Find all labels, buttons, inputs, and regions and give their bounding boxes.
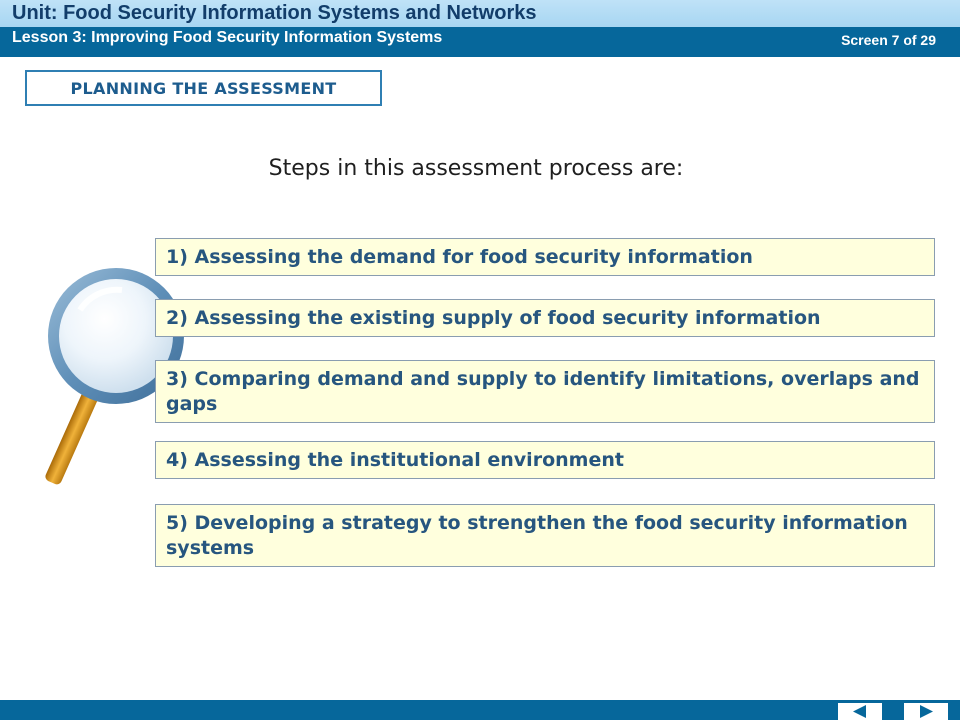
footer-bar [0, 700, 960, 720]
lesson-header [0, 27, 960, 57]
step-3: 3) Comparing demand and supply to identify limitations, overlaps and gaps [155, 360, 935, 423]
screen-indicator: Screen 7 of 29 [841, 32, 936, 48]
step-5: 5) Developing a strategy to strengthen the food security information systems [155, 504, 935, 567]
step-4: 4) Assessing the institutional environment [155, 441, 935, 479]
unit-title: Unit: Food Security Information Systems and Networks [12, 2, 537, 24]
arrow-left-icon [850, 705, 870, 718]
unit-header [0, 0, 960, 27]
back-button[interactable] [838, 703, 882, 720]
step-2: 2) Assessing the existing supply of food security information [155, 299, 935, 337]
lesson-title: Lesson 3: Improving Food Security Information Systems [12, 29, 443, 46]
next-button[interactable] [904, 703, 948, 720]
section-label: PLANNING THE ASSESSMENT [25, 70, 382, 106]
arrow-right-icon [916, 705, 936, 718]
step-1: 1) Assessing the demand for food security information [155, 238, 935, 276]
intro-text: Steps in this assessment process are: [268, 156, 684, 181]
